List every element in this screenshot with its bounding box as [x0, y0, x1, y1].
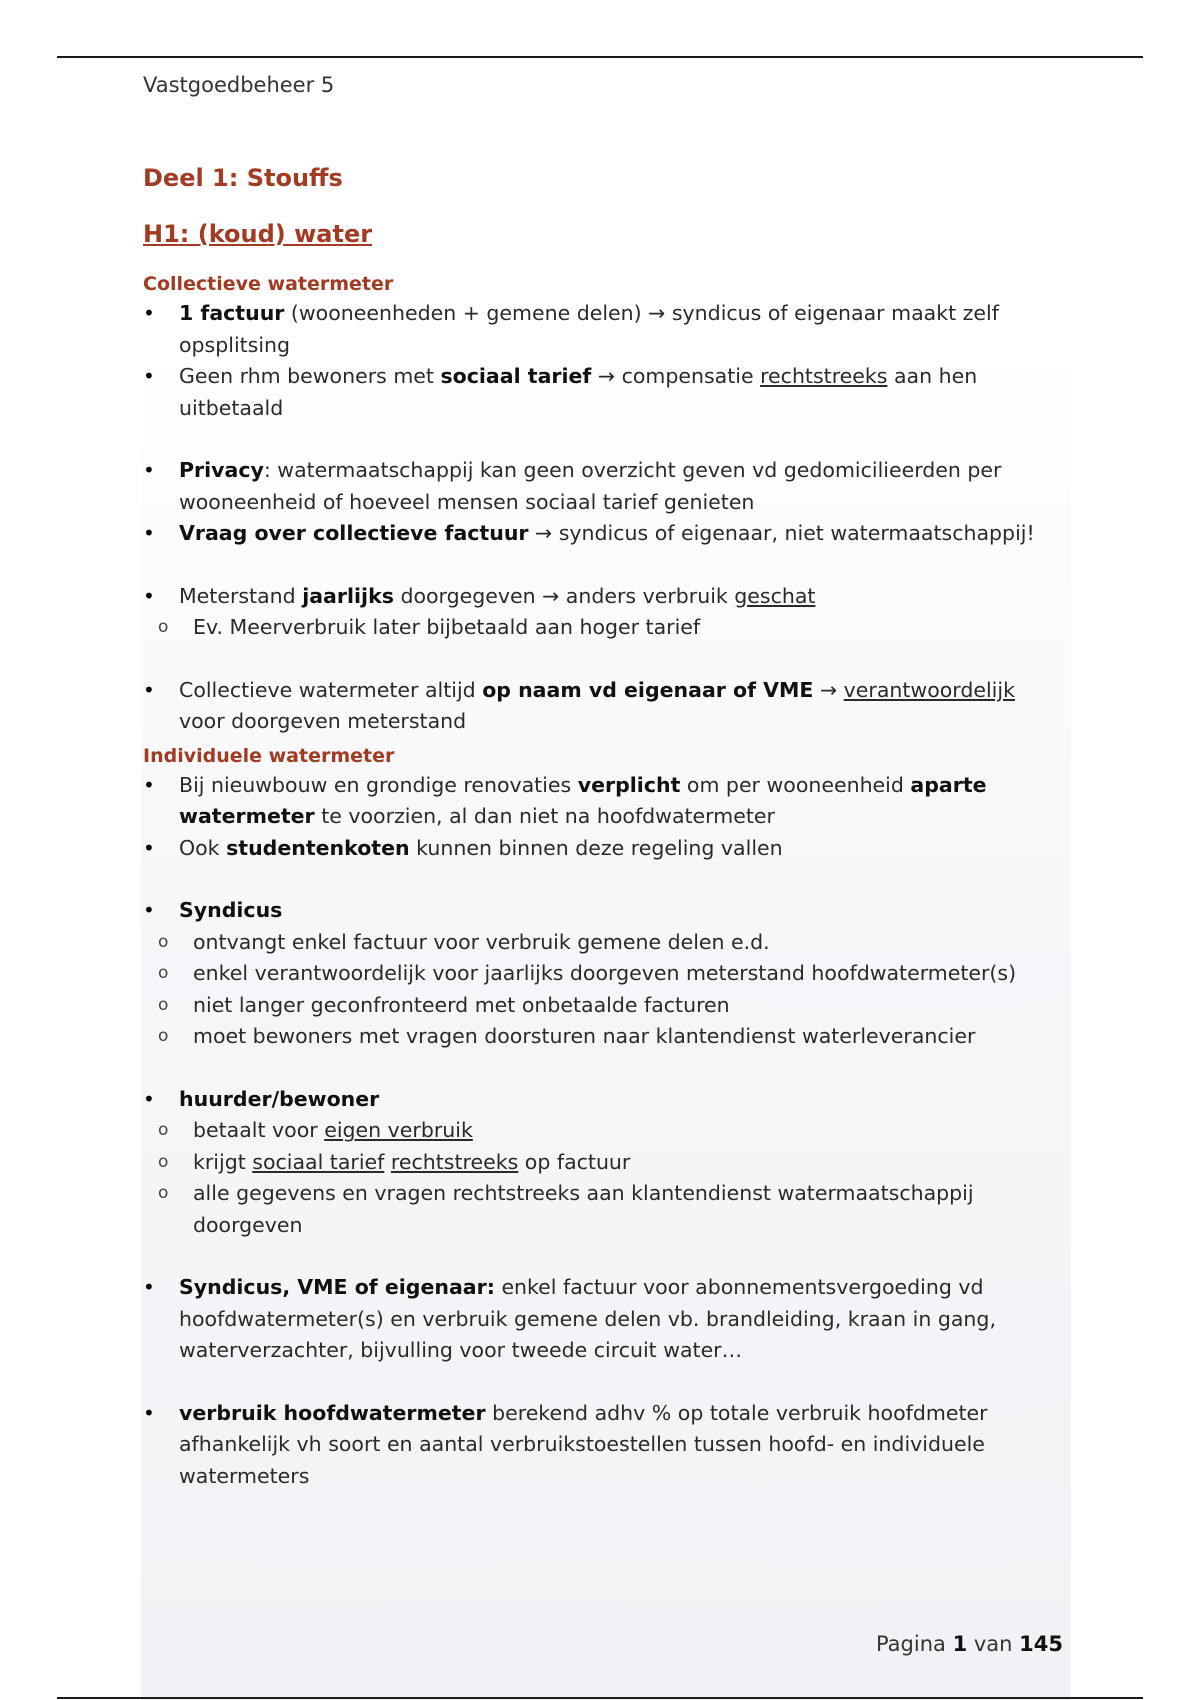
list-item-syndicus: • Syndicus	[143, 895, 1063, 927]
sub-list-item: o alle gegevens en vragen rechtstreeks aan klantendienst watermaatschappij doorgeven	[143, 1178, 1063, 1241]
document-page	[143, 70, 1063, 1656]
sub-list-item: o Ev. Meerverbruik later bijbetaald aan hoger tarief	[143, 612, 1063, 644]
top-rule	[57, 56, 1143, 58]
list-item: • Ook studentenkoten kunnen binnen deze regeling vallen	[143, 833, 1063, 865]
collectief-list	[143, 298, 1063, 738]
list-item: • Collectieve watermeter altijd op naam vd eigenaar of VME → verantwoordelijk voor doorgeven meterstand	[143, 675, 1063, 738]
page-number: Pagina 1 van 145	[875, 1632, 1063, 1656]
list-item: • Bij nieuwbouw en grondige renovaties verplicht om per wooneenheid aparte watermeter te voorzien, al dan niet na hoofdwatermeter	[143, 770, 1063, 833]
list-item: • Meterstand jaarlijks doorgegeven → anders verbruik geschat	[143, 581, 1063, 613]
running-header: Vastgoedbeheer 5	[143, 73, 335, 97]
chapter-heading: H1: (koud) water	[143, 220, 373, 248]
sub-list-item: o moet bewoners met vragen doorsturen naar klantendienst waterleverancier	[143, 1021, 1063, 1053]
list-item: • Syndicus, VME of eigenaar: enkel factuur voor abonnementsvergoeding vd hoofdwatermeter(s) en verbruik gemene delen vb. brandleiding, kraan in gang, waterverzachter, bijvulling voor tweede circuit water…	[143, 1272, 1063, 1367]
section-title-collectief: Collectieve watermeter	[143, 273, 394, 295]
list-item: • Geen rhm bewoners met sociaal tarief → compensatie rechtstreeks aan hen uitbetaald	[143, 361, 1063, 424]
sub-list-item: o enkel verantwoordelijk voor jaarlijks doorgeven meterstand hoofdwatermeter(s)	[143, 958, 1063, 990]
sub-list-item: o betaalt voor eigen verbruik	[143, 1115, 1063, 1147]
sub-list-item: o krijgt sociaal tarief rechtstreeks op factuur	[143, 1147, 1063, 1179]
bottom-rule	[57, 1697, 1143, 1699]
section-title-individueel: Individuele watermeter	[143, 744, 395, 767]
list-item: • verbruik hoofdwatermeter berekend adhv % op totale verbruik hoofdmeter afhankelijk vh soort en aantal verbruikstoestellen tussen hoofd- en individuele watermeters	[143, 1398, 1063, 1493]
list-item: • 1 factuur (wooneenheden + gemene delen) → syndicus of eigenaar maakt zelf opsplitsing	[143, 298, 1063, 361]
list-item: • Vraag over collectieve factuur → syndicus of eigenaar, niet watermaatschappij!	[143, 518, 1063, 550]
sub-list-item: o ontvangt enkel factuur voor verbruik gemene delen e.d.	[143, 927, 1063, 959]
sub-list-item: o niet langer geconfronteerd met onbetaalde facturen	[143, 990, 1063, 1022]
individueel-list	[143, 770, 1063, 1493]
list-item: • Privacy: watermaatschappij kan geen overzicht geven vd gedomicilieerden per wooneenheid of hoeveel mensen sociaal tarief genieten	[143, 455, 1063, 518]
list-item-huurder: • huurder/bewoner	[143, 1084, 1063, 1116]
part-heading: Deel 1: Stouffs	[143, 164, 343, 192]
